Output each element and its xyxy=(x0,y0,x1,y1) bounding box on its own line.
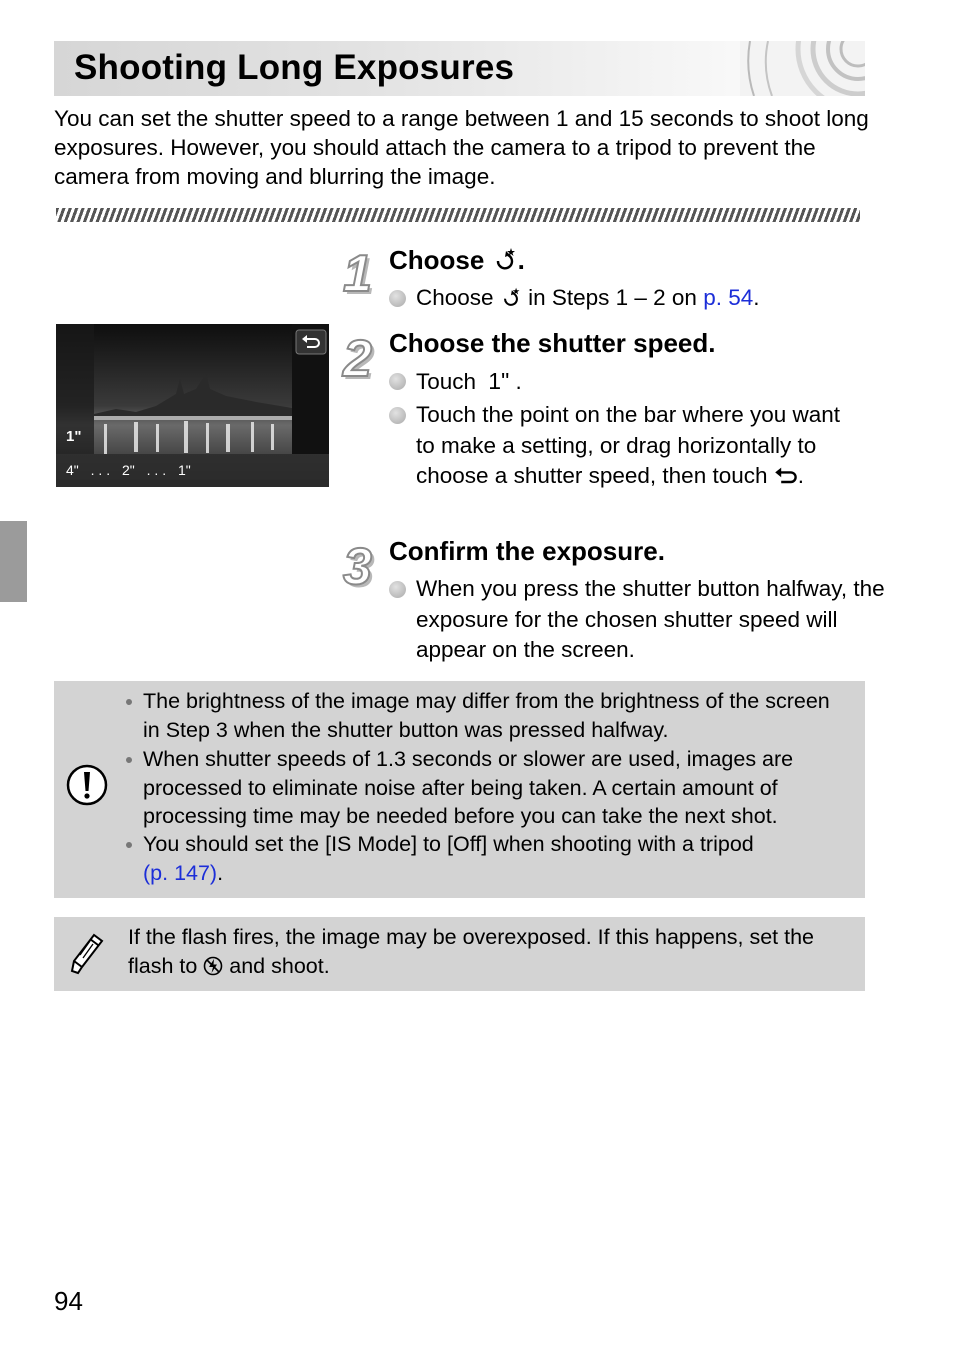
caution-item-1-text: The brightness of the image may differ from the brightness of the screen in Step 3 when the shutter button was pressed halfway. xyxy=(143,689,830,742)
note-prefix: If the flash fires, the image may be overexposed. If this happens, set the flash to xyxy=(128,925,814,978)
step-1-bullet-1 xyxy=(389,283,886,314)
step-2-heading: Choose the shutter speed. xyxy=(389,328,716,358)
step-1-number: 1 xyxy=(343,245,372,303)
step-3-heading: Confirm the exposure. xyxy=(389,536,665,566)
caution-item-3-suffix: . xyxy=(217,860,224,885)
step-2-number: 2 xyxy=(343,330,372,388)
step-2-bullet-1 xyxy=(389,366,886,398)
step-3-bullet-1 xyxy=(389,574,886,666)
step-2-bullet-1-suffix: . xyxy=(509,369,522,394)
scale-label-4s: 4" xyxy=(66,462,79,478)
caution-icon xyxy=(66,764,108,806)
chapter-tab xyxy=(0,521,27,602)
step-1-bullet-1-prefix: Choose xyxy=(416,285,500,310)
bullet-dot xyxy=(126,757,132,763)
caution-item-2-text: When shutter speeds of 1.3 seconds or slower are used, images are processed to eliminate noise after being taken. A certain amount of processing time may be needed before you can take the next shot. xyxy=(143,747,794,828)
bullet-dot xyxy=(126,842,132,848)
page-54-link[interactable]: p. 54 xyxy=(703,285,754,310)
caution-box xyxy=(54,681,865,898)
note-box xyxy=(54,917,865,991)
note-suffix: and shoot. xyxy=(223,953,330,978)
page-number: 94 xyxy=(54,1286,83,1316)
page-title: Shooting Long Exposures xyxy=(74,48,515,87)
step-2-bullet-2-text: Touch the point on the bar where you want to make a setting, or drag horizontally to choose a shutter speed, then touch xyxy=(416,402,841,488)
scale-label-2s: 2" xyxy=(122,462,135,478)
pencil-note-icon xyxy=(68,931,106,975)
bullet-dot xyxy=(389,407,406,424)
long-exposure-mode-icon xyxy=(500,286,522,308)
step-2-bullet-2-suffix: . xyxy=(797,463,805,488)
caution-item-3-text: You should set the [IS Mode] to [Off] when shooting with a tripod xyxy=(143,832,754,856)
scale-label-1s: 1" xyxy=(178,462,191,478)
current-shutter-speed: 1" xyxy=(66,428,82,445)
intro-paragraph: You can set the shutter speed to a range between 1 and 15 seconds to shoot long exposures. However, you should attach the camera to a tripod to prevent the camera from moving and blurring the image. xyxy=(54,106,869,189)
caution-item-1 xyxy=(143,687,843,744)
long-exposure-mode-icon xyxy=(492,246,518,272)
step-1-bullet-1-middle: in Steps 1 – 2 on xyxy=(521,285,704,310)
title-decoration xyxy=(740,41,865,96)
note-text xyxy=(128,923,853,980)
section-divider xyxy=(56,208,860,222)
step-2-bullet-2 xyxy=(389,400,861,492)
caution-item-3 xyxy=(143,830,843,887)
shutter-speed-value: 1" xyxy=(488,368,510,394)
title-banner xyxy=(54,41,865,96)
page-147-link[interactable]: (p. 147) xyxy=(143,860,218,885)
caution-item-2 xyxy=(143,745,843,831)
step-3-number: 3 xyxy=(343,538,372,596)
flash-off-icon xyxy=(203,956,223,976)
scale-dots: . . . xyxy=(90,462,111,478)
bullet-dot xyxy=(389,290,406,307)
bullet-dot xyxy=(389,373,406,390)
bullet-dot xyxy=(126,699,132,705)
step-1-bullet-1-suffix: . xyxy=(753,285,760,310)
return-icon[interactable] xyxy=(301,334,321,350)
step-1-heading-suffix: . xyxy=(517,245,525,275)
return-icon xyxy=(774,466,798,486)
step-1-heading-prefix: Choose xyxy=(389,245,492,275)
camera-screen-image xyxy=(56,324,329,487)
step-1-heading xyxy=(389,245,525,276)
bullet-dot xyxy=(389,581,406,598)
scale-dots: . . . xyxy=(146,462,167,478)
step-3-bullet-1-text: When you press the shutter button halfway, the exposure for the chosen shutter speed will appear on the screen. xyxy=(416,576,885,662)
step-2-bullet-1-prefix: Touch xyxy=(416,369,483,394)
shutter-speed-bar[interactable] xyxy=(66,462,191,478)
